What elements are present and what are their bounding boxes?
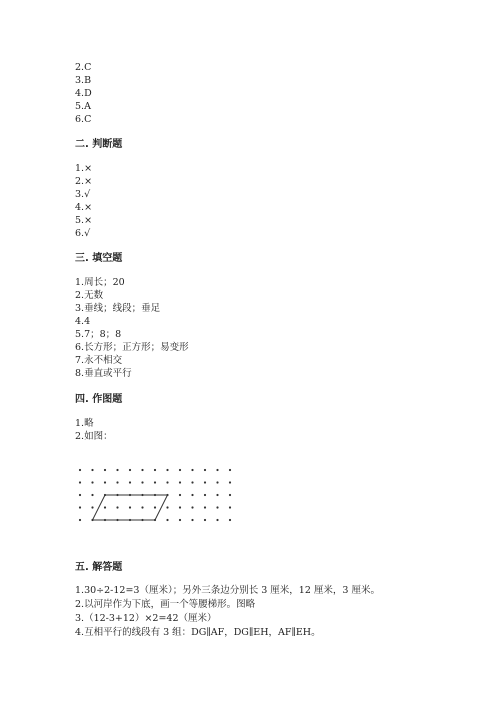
grid-dot (154, 481, 156, 483)
grid-dot (116, 481, 118, 483)
grid-dot (79, 494, 81, 496)
grid-dot (104, 481, 106, 483)
grid-dot (104, 469, 106, 471)
answer-line: 1.30÷2-12=3（厘米）；另外三条边分别长 3 厘米，12 厘米，3 厘米。 (75, 585, 380, 596)
grid-dot (91, 494, 93, 496)
grid-dot (141, 506, 143, 508)
section-heading: 五. 解答题 (75, 562, 123, 573)
grid-dot (191, 469, 193, 471)
dot-grid-figure (75, 465, 240, 527)
grid-dot (129, 494, 131, 496)
answer-line: 2.如图： (75, 431, 113, 442)
grid-dot (229, 469, 231, 471)
grid-dot (216, 519, 218, 521)
answer-line: 4.互相平行的线段有 3 组：DG∥AF，DG∥EH，AF∥EH。 (75, 627, 321, 638)
grid-dot (129, 519, 131, 521)
grid-dot (204, 494, 206, 496)
grid-dot (79, 506, 81, 508)
grid-dot (229, 481, 231, 483)
answer-line: 4.× (75, 202, 93, 213)
answer-line: 5.× (75, 215, 93, 226)
grid-dot (179, 481, 181, 483)
answer-line: 3.B (75, 75, 92, 86)
grid-dot (191, 494, 193, 496)
grid-dot (204, 481, 206, 483)
answer-line: 3.垂线；线段；垂足 (75, 303, 161, 314)
grid-dot (166, 481, 168, 483)
answer-line: 2.× (75, 176, 93, 187)
grid-dot (191, 481, 193, 483)
grid-dot (154, 469, 156, 471)
grid-dot (141, 519, 143, 521)
grid-dot (91, 481, 93, 483)
grid-dot (91, 469, 93, 471)
grid-dot (141, 481, 143, 483)
section-heading: 四. 作图题 (75, 394, 123, 405)
answer-line: 1.略 (75, 418, 94, 429)
grid-dot (129, 469, 131, 471)
answer-line: 6.C (75, 114, 92, 125)
grid-dot (216, 506, 218, 508)
answer-line: 4.D (75, 88, 92, 99)
grid-dot (91, 506, 93, 508)
grid-dot (129, 506, 131, 508)
answer-line: 6.长方形；正方形；易变形 (75, 342, 189, 353)
grid-dot (204, 519, 206, 521)
grid-dot (154, 506, 156, 508)
grid-dot (216, 469, 218, 471)
grid-dot (154, 494, 156, 496)
grid-dot (154, 519, 156, 521)
grid-dot (229, 519, 231, 521)
grid-dot (104, 506, 106, 508)
grid-dot (91, 519, 93, 521)
answer-line: 6.√ (75, 228, 91, 239)
grid-dot (191, 519, 193, 521)
answer-line: 4.4 (75, 316, 91, 327)
grid-dot (179, 506, 181, 508)
grid-dot (141, 469, 143, 471)
grid-dot (229, 494, 231, 496)
grid-dot (179, 519, 181, 521)
answer-line: 5.7；8；8 (75, 329, 122, 340)
answer-line: 2.C (75, 62, 92, 73)
grid-dot (191, 506, 193, 508)
answer-line: 3.√ (75, 189, 91, 200)
answer-line: 2.无数 (75, 290, 104, 301)
section-heading: 二. 判断题 (75, 139, 123, 150)
grid-dot (79, 469, 81, 471)
grid-dot (216, 494, 218, 496)
grid-dot (104, 494, 106, 496)
grid-dot (216, 481, 218, 483)
answer-line: 1.× (75, 163, 93, 174)
grid-dot (79, 481, 81, 483)
grid-dot (141, 494, 143, 496)
grid-dot (229, 506, 231, 508)
answer-line: 7.永不相交 (75, 355, 123, 366)
grid-dot (129, 481, 131, 483)
answer-line: 3.（12-3+12）×2=42（厘米） (75, 613, 217, 624)
grid-dot (166, 506, 168, 508)
grid-dot (104, 519, 106, 521)
answer-line: 2.以河岸作为下底，画一个等腰梯形。图略 (75, 599, 256, 610)
grid-dot (79, 519, 81, 521)
grid-dot (116, 506, 118, 508)
section-heading: 三. 填空题 (75, 253, 123, 264)
grid-dot (204, 506, 206, 508)
answer-line: 1.周长；20 (75, 277, 125, 288)
grid-dot (204, 469, 206, 471)
grid-dot (116, 469, 118, 471)
answer-line: 8.垂直或平行 (75, 368, 132, 379)
grid-dot (116, 519, 118, 521)
grid-dot (179, 494, 181, 496)
grid-dot (166, 469, 168, 471)
grid-dot (179, 469, 181, 471)
grid-dot (166, 519, 168, 521)
answer-line: 5.A (75, 101, 91, 112)
grid-dot (116, 494, 118, 496)
grid-dot (166, 494, 168, 496)
